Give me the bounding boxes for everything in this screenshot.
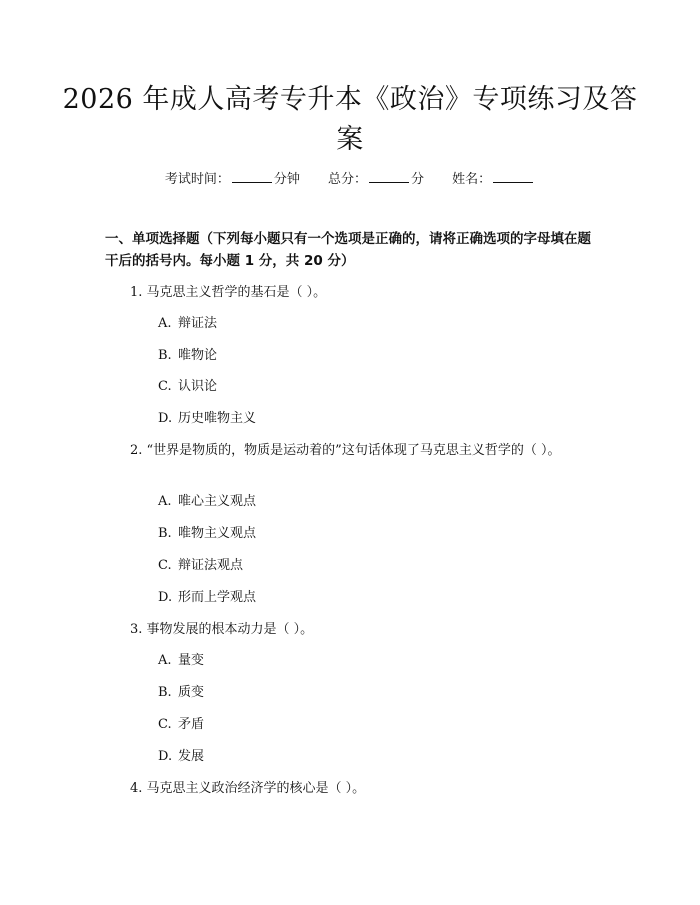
name-label: 姓名： — [452, 172, 492, 187]
option-text: 认识论 — [178, 379, 218, 394]
option-text: 矛盾 — [178, 717, 205, 732]
exam-time-field — [165, 168, 300, 187]
total-score-blank — [369, 172, 409, 183]
question-stem: 4. 马克思主义政治经济学的核心是（ ）。 — [130, 781, 366, 796]
total-score-field — [328, 168, 424, 187]
option-text: 辩证法观点 — [178, 558, 244, 573]
exam-info-line — [0, 168, 700, 187]
option — [158, 376, 217, 398]
section-heading: 一、单项选择题（下列每小题只有一个选项是正确的，请将正确选项的字母填在题干后的括号内。每小题 1 分，共 20 分） — [105, 231, 591, 269]
question-stem: 2. “世界是物质的，物质是运动着的”这句话体现了马克思主义哲学的（ ）。 — [130, 443, 561, 458]
option-text: 发展 — [178, 749, 205, 764]
document-title: 2026 年成人高考专升本《政治》专项练习及答案 — [62, 84, 638, 155]
option-text: 唯物论 — [178, 348, 218, 363]
option — [158, 408, 256, 430]
option — [158, 555, 243, 577]
option-text: 形而上学观点 — [178, 590, 257, 605]
option — [158, 714, 204, 736]
option — [158, 650, 204, 672]
option — [158, 682, 204, 704]
option-letter: A. — [158, 316, 172, 331]
option-text: 辩证法 — [178, 316, 218, 331]
option — [158, 587, 256, 609]
option-letter: A. — [158, 653, 172, 668]
option-letter: C. — [158, 717, 172, 732]
option — [158, 746, 204, 768]
question-stem: 1. 马克思主义哲学的基石是（ ）。 — [130, 285, 327, 300]
option-text: 唯心主义观点 — [178, 494, 257, 509]
option-letter: D. — [158, 590, 173, 605]
option-letter: C. — [158, 379, 172, 394]
option-letter: D. — [158, 749, 173, 764]
option-letter: B. — [158, 685, 172, 700]
option-letter: D. — [158, 411, 173, 426]
option-text: 唯物主义观点 — [178, 526, 257, 541]
exam-time-label: 考试时间： — [164, 172, 230, 187]
option — [158, 313, 217, 335]
option — [158, 345, 217, 367]
question-stem: 3. 事物发展的根本动力是（ ）。 — [130, 622, 314, 637]
option-letter: B. — [158, 348, 172, 363]
total-score-unit: 分 — [411, 172, 425, 187]
option-letter: A. — [158, 494, 172, 509]
name-blank — [493, 172, 533, 183]
option-letter: B. — [158, 526, 172, 541]
exam-time-unit: 分钟 — [273, 172, 300, 187]
option-letter: C. — [158, 558, 172, 573]
option-text: 质变 — [178, 685, 205, 700]
option-text: 历史唯物主义 — [178, 411, 257, 426]
option — [158, 523, 256, 545]
total-score-label: 总分： — [327, 172, 367, 187]
name-field — [452, 168, 535, 187]
exam-time-blank — [232, 172, 272, 183]
option-text: 量变 — [178, 653, 205, 668]
option — [158, 491, 256, 513]
